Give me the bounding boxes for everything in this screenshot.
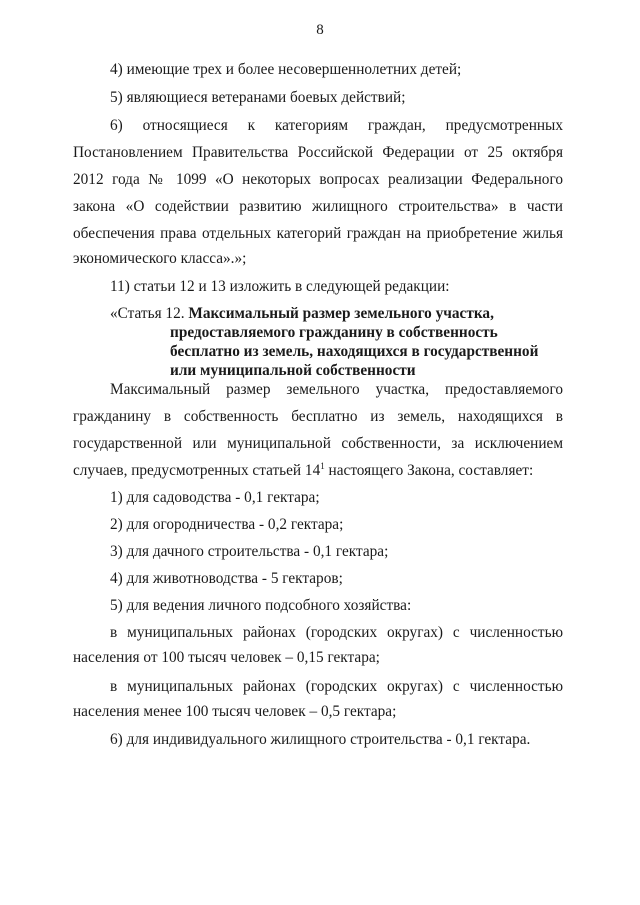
article-title-part-1: Максимальный размер земельного участка,: [188, 305, 494, 322]
paragraph-line-1: Максимальный размер земельного участка, предоставляемого: [110, 381, 563, 398]
list-item-6-line-4: закона «О содействии развитию жилищного строительства» в части: [73, 198, 563, 215]
size-item-1: 1) для садоводства - 0,1 гектара;: [110, 489, 320, 506]
paragraph-line-3: государственной или муниципальной собственности, за исключением: [73, 435, 563, 452]
size-item-4: 4) для животноводства - 5 гектаров;: [110, 570, 343, 587]
article-title-part-3: бесплатно из земель, находящихся в государственной: [170, 343, 539, 360]
article-title-part-4: или муниципальной собственности: [170, 362, 416, 379]
paragraph-line-4: [73, 461, 563, 481]
size-item-5: 5) для ведения личного подсобного хозяйства:: [110, 597, 412, 614]
article-number: «Статья 12.: [110, 305, 185, 322]
list-item-4: 4) имеющие трех и более несовершеннолетних детей;: [110, 61, 462, 78]
size-item-5-sub-1-line-2: населения от 100 тысяч человек – 0,15 гектара;: [73, 649, 380, 666]
article-title-part-2: предоставляемого гражданину в собственность: [170, 324, 498, 341]
list-item-5: 5) являющиеся ветеранами боевых действий;: [110, 89, 406, 106]
list-item-6-line-3: 2012 года № 1099 «О некоторых вопросах реализации Федерального: [73, 171, 563, 188]
amendment-item-11: 11) статьи 12 и 13 изложить в следующей редакции:: [110, 278, 450, 295]
paragraph-line-4-text: случаев, предусмотренных статьей 14: [73, 462, 321, 479]
list-item-6-line-1: 6) относящиеся к категориям граждан, предусмотренных: [110, 117, 563, 134]
size-item-3: 3) для дачного строительства - 0,1 гектара;: [110, 543, 389, 560]
size-item-6: 6) для индивидуального жилищного строительства - 0,1 гектара.: [110, 731, 531, 748]
size-item-5-sub-2-line-1: в муниципальных районах (городских округах) с численностью: [110, 678, 563, 695]
size-item-5-sub-2-line-2: населения менее 100 тысяч человек – 0,5 гектара;: [73, 703, 397, 720]
size-item-2: 2) для огородничества - 0,2 гектара;: [110, 516, 344, 533]
page-number: 8: [316, 22, 324, 38]
list-item-6-line-5: обеспечения права отдельных категорий граждан на приобретение жилья: [73, 225, 563, 242]
paragraph-line-4-tail: настоящего Закона, составляет:: [324, 462, 534, 479]
list-item-6-line-2: Постановлением Правительства Российской Федерации от 25 октября: [73, 144, 563, 161]
article-heading-line-1: [110, 304, 494, 324]
size-item-5-sub-1-line-1: в муниципальных районах (городских округах) с численностью: [110, 624, 563, 641]
superscript-1: 1: [320, 461, 325, 471]
paragraph-line-2: гражданину в собственность бесплатно из земель, находящихся в: [73, 408, 563, 425]
list-item-6-line-6: экономического класса».»;: [73, 250, 247, 267]
